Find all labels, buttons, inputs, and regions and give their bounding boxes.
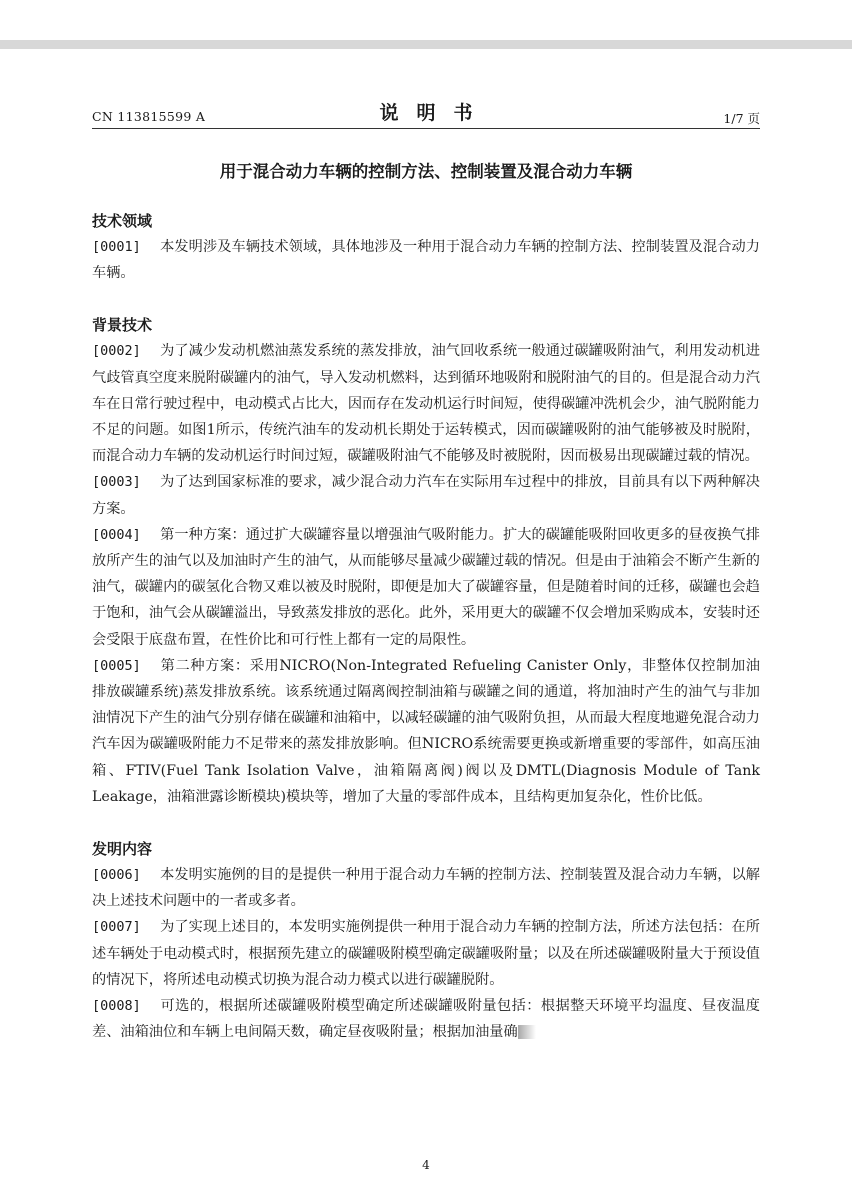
- paragraph: [92, 234, 760, 286]
- paragraph-number: [0006]: [92, 867, 141, 884]
- paragraph-text: 本发明实施例的目的是提供一种用于混合动力车辆的控制方法、控制装置及混合动力车辆，以解决上述技术问题中的一者或多者。: [92, 867, 760, 910]
- paragraph-number: [0003]: [92, 474, 141, 491]
- paragraph-text: 为了减少发动机燃油蒸发系统的蒸发排放，油气回收系统一般通过碳罐吸附油气，利用发动机进气歧管真空度来脱附碳罐内的油气，导入发动机燃料，达到循环地吸附和脱附油气的目的。但是混合动力汽车在日常行驶过程中，电动模式占比大，因而存在发动机运行时间短，使得碳罐冲洗机会少，油气脱附能力不足的问题。如图1所示，传统汽油车的发动机长期处于运转模式，因而碳罐吸附的油气能够被及时脱附，而混合动力车辆的发动机运行时间过短，碳罐吸附油气不能够及时被脱附，因而极易出现碳罐过载的情况。: [92, 343, 760, 465]
- paragraph: [92, 338, 760, 469]
- paragraph-number: [0008]: [92, 998, 141, 1015]
- section-gap: [92, 810, 760, 836]
- section-gap: [92, 286, 760, 312]
- paragraph-number: [0001]: [92, 239, 141, 255]
- page-header: [92, 98, 760, 128]
- top-scan-band: [0, 40, 852, 49]
- paragraph-number: [0004]: [92, 526, 141, 543]
- paragraph: [92, 469, 760, 521]
- section-heading: 技术领域: [92, 212, 153, 230]
- page-of-total: 1/7 页: [723, 111, 760, 126]
- paragraph-text: 为了达到国家标准的要求，减少混合动力汽车在实际用车过程中的排放，目前具有以下两种解决方案。: [92, 474, 760, 517]
- paragraph-text: 可选的，根据所述碳罐吸附模型确定所述碳罐吸附量包括：根据整天环境平均温度、昼夜温度差、油箱油位和车辆上电间隔天数，确定昼夜吸附量；根据加油量确: [92, 998, 760, 1041]
- paragraph: [92, 914, 760, 993]
- section-heading: 背景技术: [92, 316, 153, 335]
- paragraph-text: 第二种方案：采用NICRO(Non-Integrated Refueling Canister Only，非整体仅控制加油排放碳罐系统)蒸发排放系统。该系统通过隔离阀控制油箱与碳罐之间的通道，将加油时产生的油气与非加油情况下产生的油气分别存储在碳罐和油箱中，以减轻碳罐的油气吸附负担，从而最大程度地避免混合动力汽车因为碳罐吸附能力不足带来的蒸发排放影响。但NICRO系统需要更换或新增重要的零部件，如高压油箱、FTIV(Fuel Tank Isolation Valve，油箱隔离阀)阀以及DMTL(Diagnosis Module of Tank Leakage，油箱泄露诊断模块)模块等，增加了大量的零部件成本，且结构更加复杂化，性价比低。: [92, 657, 760, 805]
- paragraph: [92, 993, 760, 1045]
- publication-number: CN 113815599 A: [92, 109, 206, 124]
- paragraph: [92, 862, 760, 914]
- page-number: 4: [422, 1158, 430, 1172]
- document-type: 说明书: [379, 102, 491, 124]
- patent-title: 用于混合动力车辆的控制方法、控制装置及混合动力车辆: [219, 162, 633, 181]
- document-body: [92, 208, 760, 1045]
- paragraph-text: 为了实现上述目的，本发明实施例提供一种用于混合动力车辆的控制方法，所述方法包括：在所述车辆处于电动模式时，根据预先建立的碳罐吸附模型确定碳罐吸附量；以及在所述碳罐吸附量大于预设值的情况下，将所述电动模式切换为混合动力模式以进行碳罐脱附。: [92, 919, 760, 988]
- paragraph: [92, 522, 760, 653]
- header-rule: [92, 128, 760, 129]
- paragraph-text: 本发明涉及车辆技术领域，具体地涉及一种用于混合动力车辆的控制方法、控制装置及混合动力车辆。: [92, 239, 760, 282]
- paragraph-number: [0007]: [92, 919, 141, 936]
- paragraph-number: [0002]: [92, 343, 141, 360]
- paragraph: [92, 653, 760, 810]
- paragraph-text: 第一种方案：通过扩大碳罐容量以增强油气吸附能力。扩大的碳罐能吸附回收更多的昼夜换气排放所产生的油气以及加油时产生的油气，从而能够尽量减少碳罐过载的情况。但是由于油箱会不断产生新的油气，碳罐内的碳氢化合物又难以被及时脱附，即便是加大了碳罐容量，但是随着时间的迁移，碳罐也会趋于饱和，油气会从碳罐溢出，导致蒸发排放的恶化。此外，采用更大的碳罐不仅会增加采购成本，安装时还会受限于底盘布置，在性价比和可行性上都有一定的局限性。: [92, 526, 760, 648]
- paragraph-number: [0005]: [92, 657, 141, 674]
- scan-smudge: [518, 1025, 536, 1039]
- section-heading: 发明内容: [92, 840, 153, 859]
